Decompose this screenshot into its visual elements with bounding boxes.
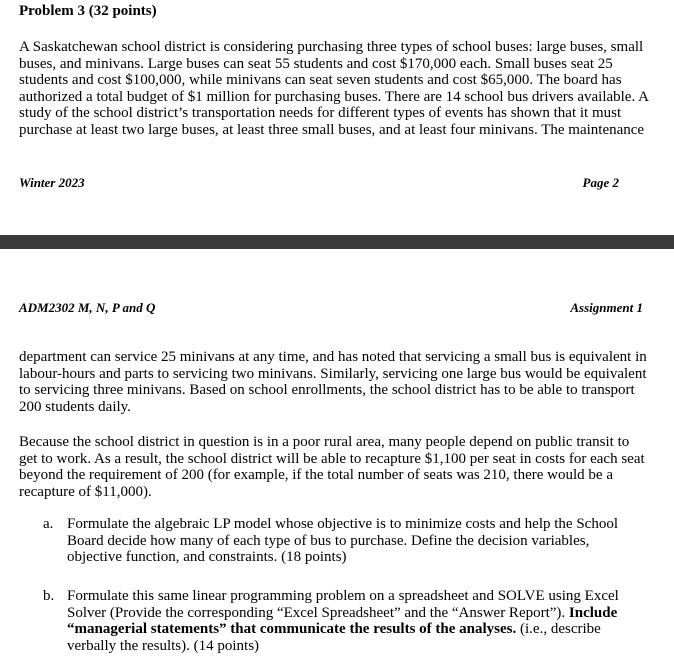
maintenance-paragraph: department can service 25 minivans at any time, and has noted that servicing a small bus is equivalent in labour-hours and parts to servicing two minivans. Similarly, servicing one large bus would be equivalent to servicing three minivans. Based on school enrollments, the school district has to be able to transport 200 students daily. bbox=[19, 349, 647, 415]
list-marker: b. bbox=[43, 588, 55, 604]
list-item-text-start: Formulate this same linear programming problem on a spreadsheet and SOLVE using Excel Solver (Provide the corresponding “Excel Spreadsheet” and the “Answer Report”). bbox=[67, 588, 619, 621]
recapture-paragraph: Because the school district in question is in a poor rural area, many people depend on public transit to get to work. As a result, the school district will be able to recapture $1,100 per seat in costs for each seat beyond the requirement of 200 (for example, if the total number of seats was 210, there would be a recapture of $11,000). bbox=[19, 434, 645, 500]
list-item-text: Formulate the algebraic LP model whose objective is to minimize costs and help the School Board decide how many of each type of bus to purchase. Define the decision variables, objective function, and constraints. (18 points) bbox=[67, 516, 618, 566]
footer-term: Winter 2023 bbox=[19, 175, 85, 190]
header-course: ADM2302 M, N, P and Q bbox=[19, 300, 156, 315]
header-assignment: Assignment 1 bbox=[570, 300, 643, 315]
page-divider bbox=[0, 235, 674, 249]
list-item-text-bold: Include “managerial statements” that communicate the results of the analyses. bbox=[67, 604, 618, 638]
footer-page-number: Page 2 bbox=[582, 175, 619, 190]
list-marker: a. bbox=[43, 516, 54, 532]
problem-title: Problem 3 (32 points) bbox=[19, 3, 157, 19]
list-item-text bbox=[67, 588, 643, 654]
list-item-text-end: (i.e., describe verbally the results). (14 points) bbox=[67, 621, 601, 654]
problem-description: A Saskatchewan school district is considering purchasing three types of school buses: large buses, small buses, and minivans. Large buses can seat 55 students and cost $170,000 each. Small buses seat 25 students and cost $100,000, while minivans can seat seven students and cost $65,000. The board has authorized a total budget of $1 million for purchasing buses. There are 14 school bus drivers available. A study of the school district’s transportation needs for different types of events has shown that it must purchase at least two large buses, at least three small buses, and at least four minivans. The maintenance bbox=[19, 39, 649, 138]
